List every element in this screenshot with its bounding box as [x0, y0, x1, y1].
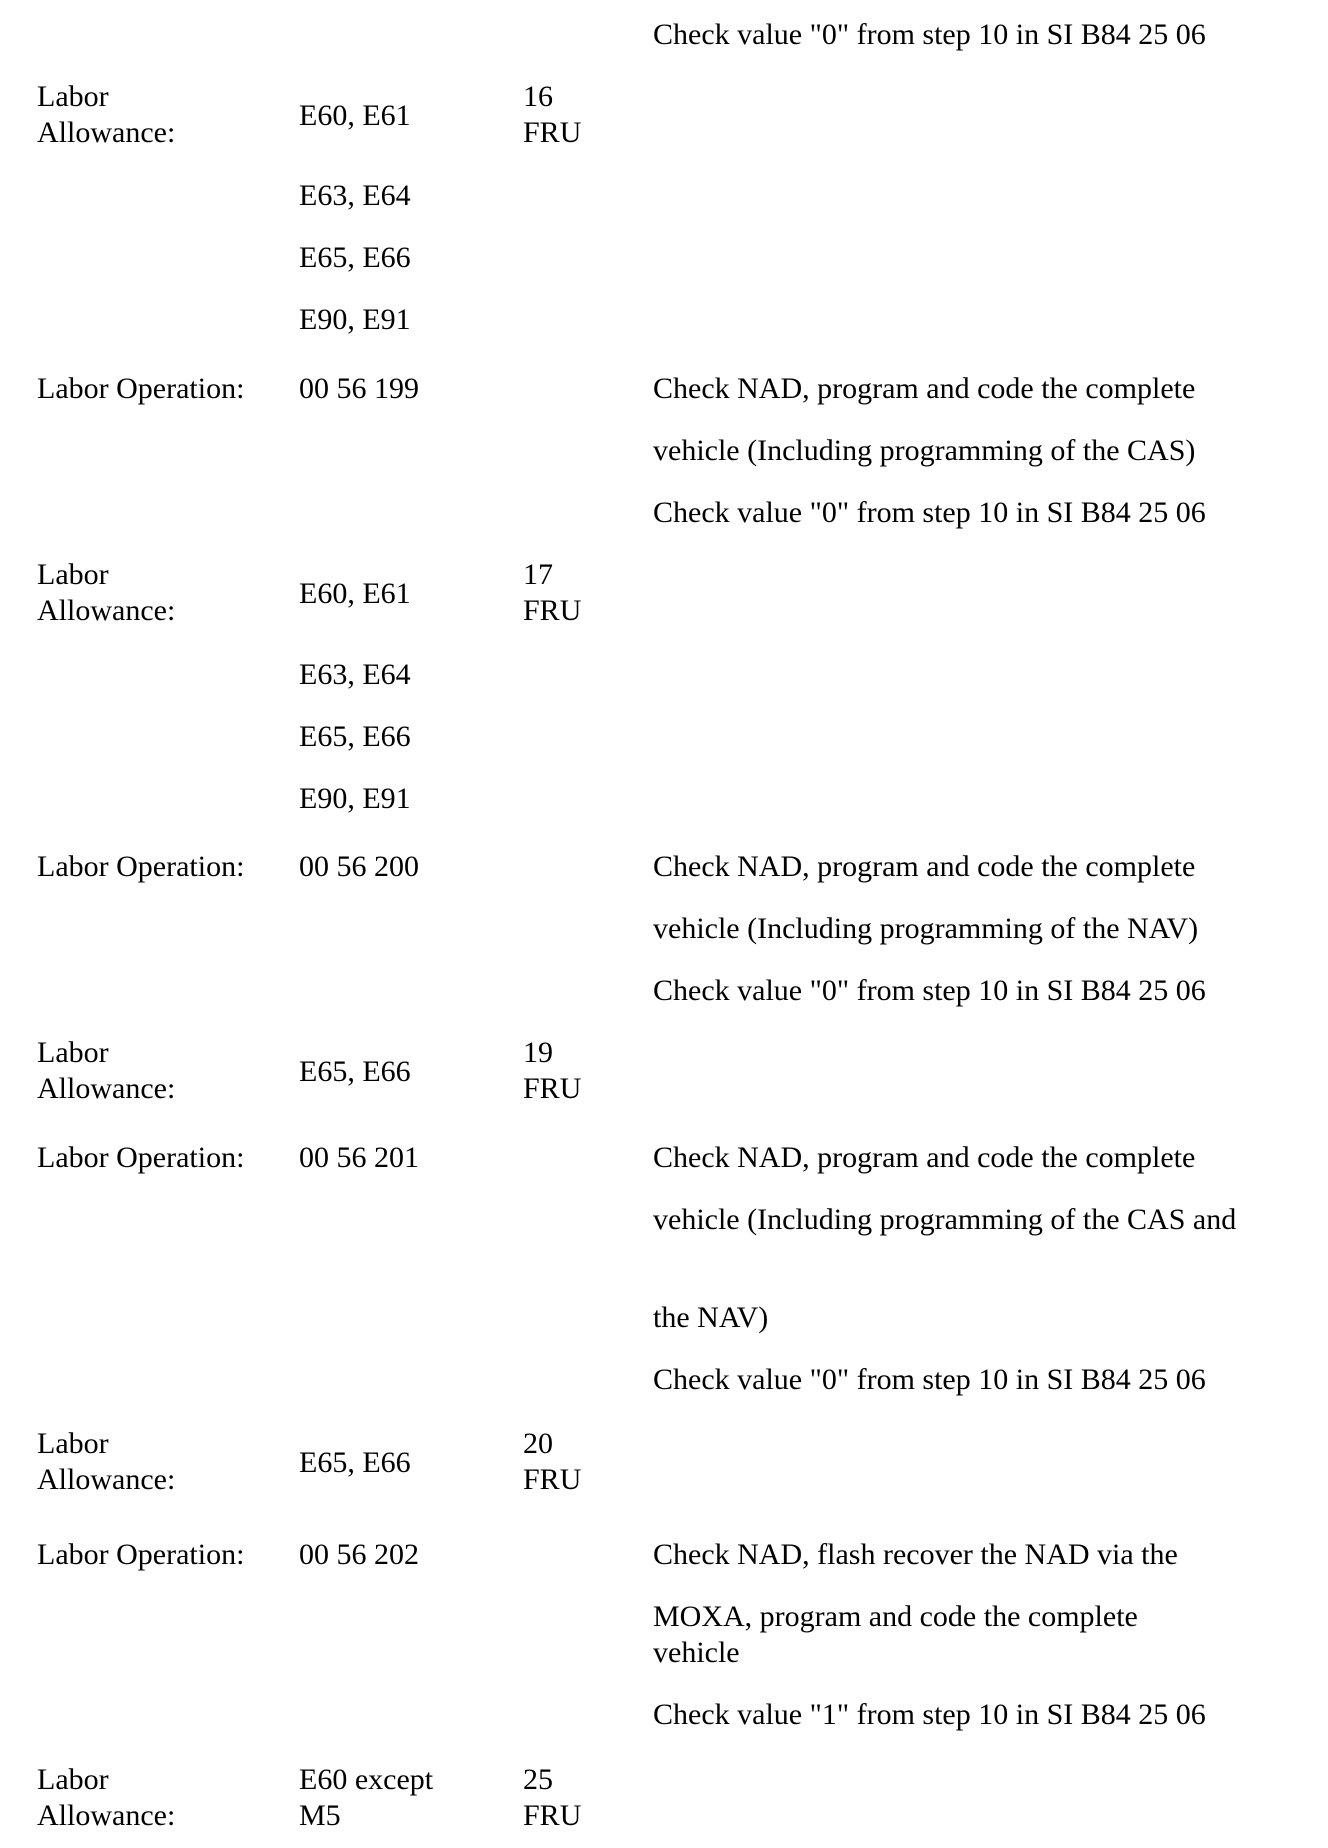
labor-operation-label: Labor Operation: — [37, 1538, 245, 1571]
model-list-item: E65, E66 — [299, 241, 411, 274]
operation-code: 00 56 202 — [299, 1538, 419, 1571]
model-list-item: E65, E66 — [299, 1055, 411, 1088]
model-list-item: E90, E91 — [299, 303, 411, 336]
labor-operation-label: Labor Operation: — [37, 850, 245, 883]
model-list-item: E60 except M5 — [299, 1763, 434, 1832]
operation-description-line: vehicle (Including programming of the NAV) — [653, 912, 1199, 945]
allowance-value: 16 FRU — [523, 80, 582, 149]
allowance-value: 19 FRU — [523, 1036, 582, 1105]
labor-allowance-label: Labor Allowance: — [37, 1763, 176, 1832]
allowance-value: 25 FRU — [523, 1763, 582, 1832]
model-list-item: E60, E61 — [299, 577, 411, 610]
model-list-item: E63, E64 — [299, 179, 411, 212]
model-list-item: E60, E61 — [299, 99, 411, 132]
model-list-item: E63, E64 — [299, 658, 411, 691]
operation-code: 00 56 200 — [299, 850, 419, 883]
operation-code: 00 56 199 — [299, 372, 419, 405]
model-list-item: E65, E66 — [299, 720, 411, 753]
labor-operation-label: Labor Operation: — [37, 372, 245, 405]
labor-operation-label: Labor Operation: — [37, 1141, 245, 1174]
allowance-value: 20 FRU — [523, 1427, 582, 1496]
allowance-value: 17 FRU — [523, 558, 582, 627]
check-value-text: Check value "0" from step 10 in SI B84 25 06 — [653, 974, 1206, 1007]
labor-allowance-label: Labor Allowance: — [37, 1427, 176, 1496]
model-list-item: E90, E91 — [299, 782, 411, 815]
check-value-text: Check value "0" from step 10 in SI B84 25 06 — [653, 18, 1206, 51]
operation-code: 00 56 201 — [299, 1141, 419, 1174]
labor-allowance-label: Labor Allowance: — [37, 1036, 176, 1105]
operation-description-line: Check NAD, flash recover the NAD via the — [653, 1538, 1178, 1571]
operation-description-line: Check NAD, program and code the complete — [653, 372, 1196, 405]
labor-allowance-label: Labor Allowance: — [37, 558, 176, 627]
model-list-item: E65, E66 — [299, 1446, 411, 1479]
labor-allowance-label: Labor Allowance: — [37, 80, 176, 149]
check-value-text: Check value "1" from step 10 in SI B84 25 06 — [653, 1698, 1206, 1731]
operation-description-line: vehicle (Including programming of the CAS and — [653, 1203, 1237, 1236]
operation-description-line: the NAV) — [653, 1301, 769, 1334]
operation-description-line: vehicle (Including programming of the CAS) — [653, 434, 1196, 467]
operation-description-line: Check NAD, program and code the complete — [653, 1141, 1196, 1174]
operation-description-line: MOXA, program and code the complete vehicle — [653, 1600, 1138, 1669]
check-value-text: Check value "0" from step 10 in SI B84 25 06 — [653, 1363, 1206, 1396]
operation-description-line: Check NAD, program and code the complete — [653, 850, 1196, 883]
check-value-text: Check value "0" from step 10 in SI B84 25 06 — [653, 496, 1206, 529]
